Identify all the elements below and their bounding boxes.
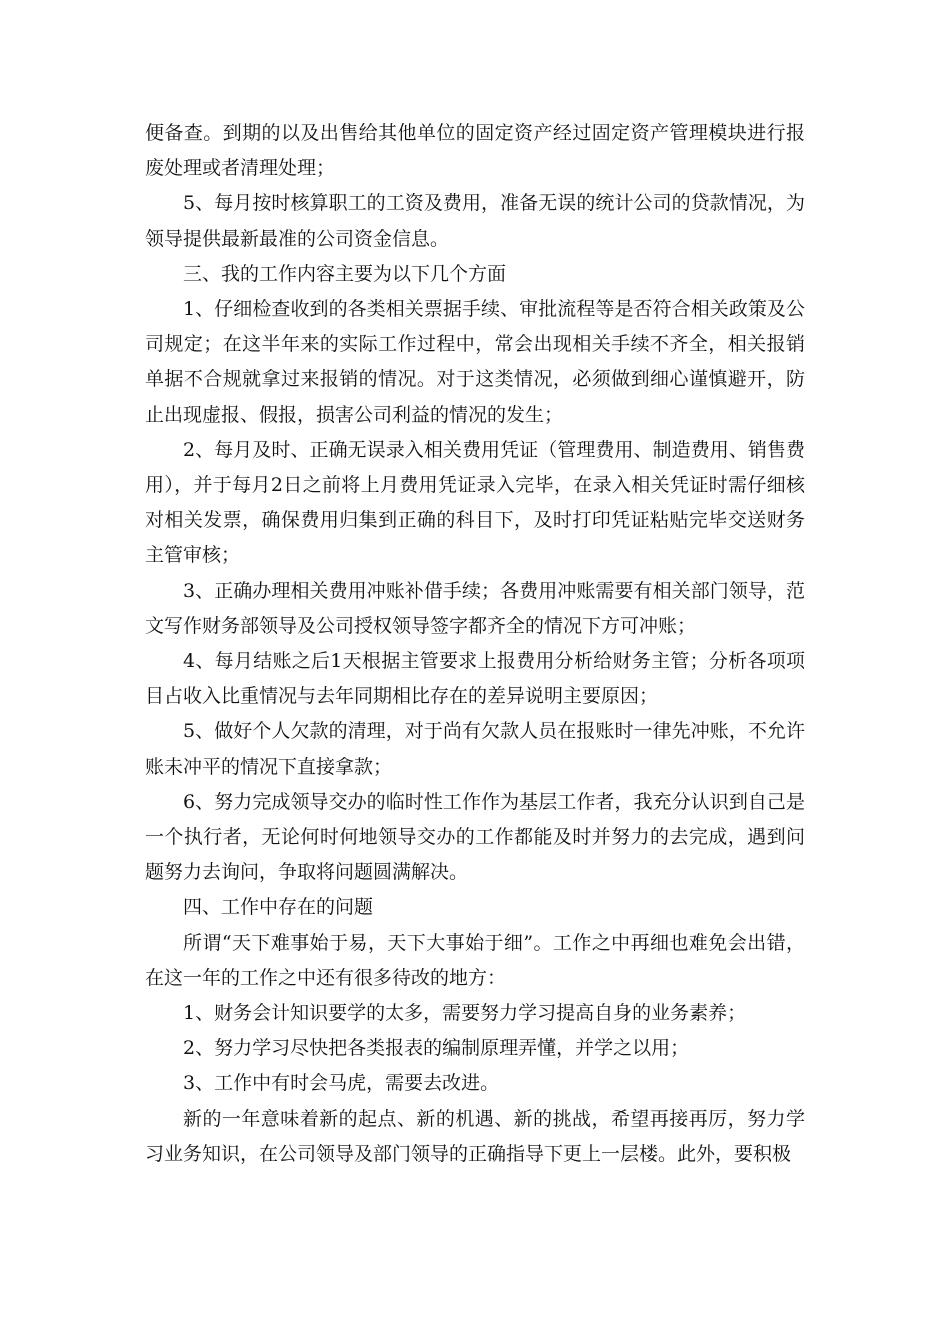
paragraph-item-5-debts: 5、做好个人欠款的清理，对于尚有欠款人员在报账时一律先冲账，不允许账未冲平的情况下直接拿款； — [145, 720, 805, 778]
paragraph-item-5-salary: 5、每月按时核算职工的工资及费用，准备无误的统计公司的贷款情况，为领导提供最新最准的公司资金信息。 — [145, 192, 805, 250]
document-body — [145, 116, 805, 1172]
paragraph-problem-3: 3、工作中有时会马虎，需要去改进。 — [183, 1072, 500, 1095]
paragraph-continuation: 便备查。到期的以及出售给其他单位的固定资产经过固定资产管理模块进行报废处理或者清理处理； — [145, 122, 805, 180]
paragraph-item-2-vouchers: 2、每月及时、正确无误录入相关费用凭证（管理费用、制造费用、销售费用），并于每月2日之前将上月费用凭证录入完毕，在录入相关凭证时需仔细核对相关发票，确保费用归集到正确的科目下，及时打印凭证粘贴完毕交送财务主管审核； — [145, 438, 805, 567]
paragraph-new-year: 新的一年意味着新的起点、新的机遇、新的挑战，希望再接再厉，努力学习业务知识，在公司领导及部门领导的正确指导下更上一层楼。此外，要积极 — [145, 1107, 805, 1165]
paragraph-item-6-tasks: 6、努力完成领导交办的临时性工作作为基层工作者，我充分认识到自己是一个执行者，无论何时何地领导交办的工作都能及时并努力的去完成，遇到问题努力去询问，争取将问题圆满解决。 — [145, 790, 805, 884]
section-heading-4: 四、工作中存在的问题 — [183, 896, 374, 919]
paragraph-problem-1: 1、财务会计知识要学的太多，需要努力学习提高自身的业务素养； — [183, 1002, 747, 1025]
paragraph-item-1-review: 1、仔细检查收到的各类相关票据手续、审批流程等是否符合相关政策及公司规定；在这半年来的实际工作过程中，常会出现相关手续不齐全，相关报销单据不合规就拿过来报销的情况。对于这类情况，必须做到细心谨慎避开，防止出现虚报、假报，损害公司利益的情况的发生； — [145, 298, 805, 426]
paragraph-intro-problems: 所谓“天下难事始于易，天下大事始于细”。工作之中再细也难免会出错，在这一年的工作之中还有很多待改的地方： — [145, 931, 805, 989]
section-heading-3: 三、我的工作内容主要为以下几个方面 — [183, 262, 507, 285]
paragraph-item-4-analysis: 4、每月结账之后1天根据主管要求上报费用分析给财务主管；分析各项项目占收入比重情况与去年同期相比存在的差异说明主要原因； — [145, 650, 805, 708]
paragraph-problem-2: 2、努力学习尽快把各类报表的编制原理弄懂，并学之以用； — [183, 1037, 690, 1060]
paragraph-item-3-reimbursement: 3、正确办理相关费用冲账补借手续；各费用冲账需要有相关部门领导，范文写作财务部领导及公司授权领导签字都齐全的情况下方可冲账； — [145, 579, 805, 637]
